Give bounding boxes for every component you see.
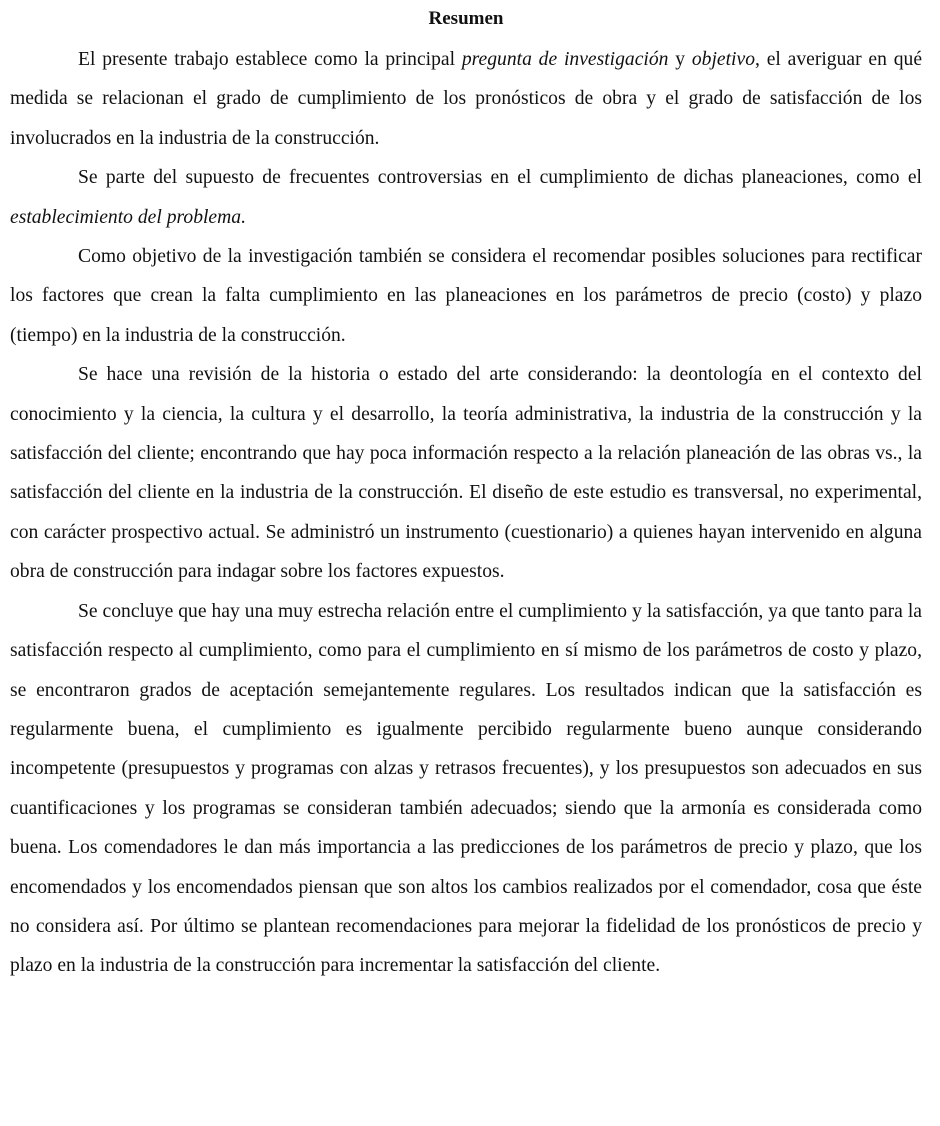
- paragraph-text: y: [668, 49, 692, 70]
- italic-term: pregunta de investigación: [461, 49, 669, 70]
- paragraph-problem: [10, 158, 922, 237]
- italic-term: establecimiento del problema.: [10, 206, 246, 228]
- italic-term: objetivo: [691, 49, 755, 70]
- paragraph-text: Como objetivo de la investigación también se considera el recomendar posibles soluciones para rectificar los factores que crean la falta cumplimiento en las planeaciones en los parámetros de precio (costo) y plazo (tiempo) en la industria de la construcción.: [10, 246, 922, 346]
- paragraph-text: El presente trabajo establece como la principal: [78, 49, 462, 70]
- paragraph-text: Se parte del supuesto de frecuentes controversias en el cumplimiento de dichas planeaciones, como el: [78, 167, 922, 189]
- paragraph-text: Se hace una revisión de la historia o estado del arte considerando: la deontología en el contexto del conocimiento y la ciencia, la cultura y el desarrollo, la teoría administrativa, la industria de la construcción y la satisfacción del cliente; encontrando que hay poca información respecto a la relación planeación de las obras vs., la satisfacción del cliente en la industria de la construcción. El diseño de este estudio es transversal, no experimental, con carácter prospectivo actual. Se administró un instrumento (cuestionario) a quienes hayan intervenido en alguna obra de construcción para indagar sobre los factores expuestos.: [10, 364, 922, 583]
- page-title: Resumen: [428, 8, 504, 29]
- paragraph-objective: [10, 237, 922, 355]
- paragraph-text: , el averiguar en qué medida se relacionan el grado de cumplimiento de los pronósticos de obra y el grado de satisfacción de los involucrados en la industria de la construcción.: [10, 49, 923, 149]
- paragraph-question: [10, 40, 922, 158]
- paragraph-review: [10, 355, 922, 591]
- paragraph-conclusion: [10, 592, 922, 986]
- paragraph-text: Se concluye que hay una muy estrecha relación entre el cumplimiento y la satisfacción, ya que tanto para la satisfacción respecto al cumplimiento, como para el cumplimiento en sí mismo de los parámetros de costo y plazo, se encontraron grados de aceptación semejantemente regulares. Los resultados indican que la satisfacción es regularmente buena, el cumplimiento es igualmente percibido regularmente bueno aunque considerando incompetente (presupuestos y programas con alzas y retrasos frecuentes), y los presupuestos son adecuados en sus cuantificaciones y los programas se consideran también adecuados; siendo que la armonía es considerada como buena. Los comendadores le dan más importancia a las predicciones de los parámetros de precio y plazo, que los encomendados y los encomendados piensan que son altos los cambios realizados por el comendador, cosa que éste no considera así. Por último se plantean recomendaciones para mejorar la fidelidad de los pronósticos de precio y plazo en la industria de la construcción para incrementar la satisfacción del cliente.: [10, 600, 922, 977]
